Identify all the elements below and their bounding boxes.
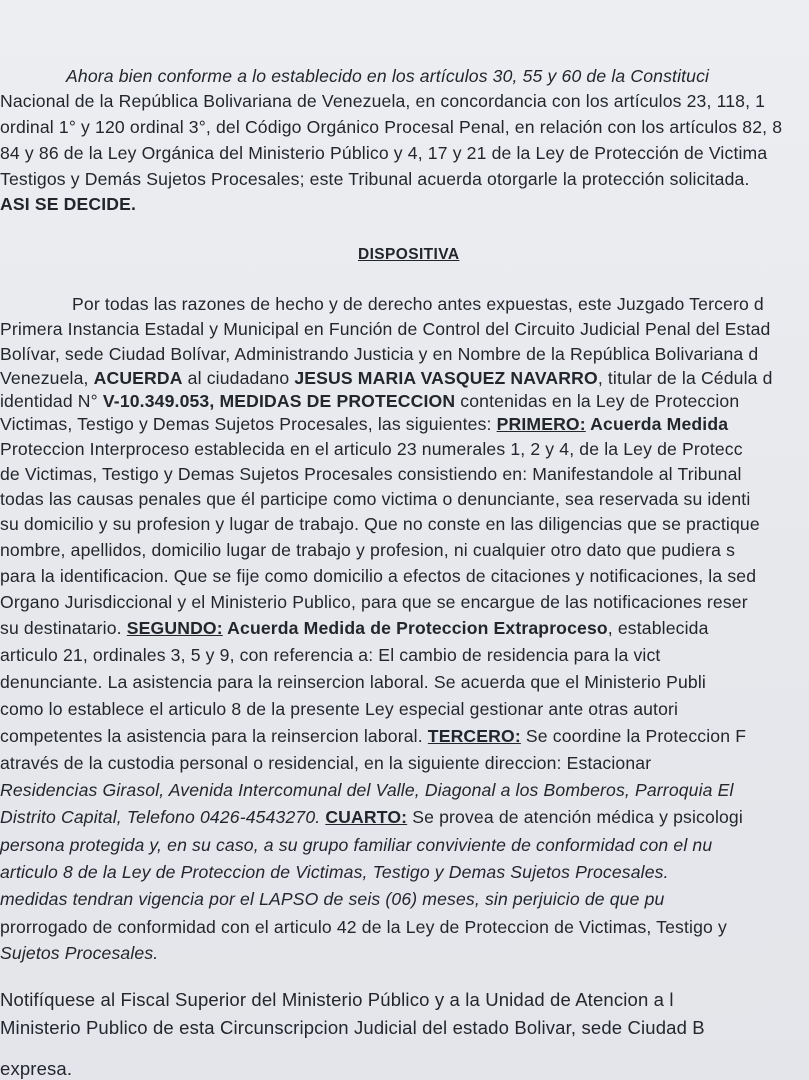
paragraph-2-line: Primera Instancia Estadal y Municipal en Función de Control del Circuito Judicial Penal del Estad [0, 319, 771, 339]
paragraph-2-line: su domicilio y su profesion y lugar de trabajo. Que no conste en las diligencias que se practique [0, 514, 760, 534]
paragraph-3-line: Ministerio Publico de esta Circunscripcion Judicial del estado Bolivar, sede Ciudad B [0, 1017, 705, 1038]
text-run: Se provea de atención médica y psicologi [407, 807, 743, 827]
paragraph-2-line: articulo 8 de la Ley de Proteccion de Victimas, Testigo y Demas Sujetos Procesales. [0, 862, 669, 882]
text-run: Se coordine la Proteccion F [520, 726, 747, 746]
paragraph-1-line: ordinal 1° y 120 ordinal 3°, del Código Orgánico Procesal Penal, en relación con los artículos 82, 8 [0, 117, 783, 137]
paragraph-2-line: de Victimas, Testigo y Demas Sujetos Procesales consistiendo en: Manifestandole al Tribunal [0, 464, 742, 484]
paragraph-2-line: Sujetos Procesales. [0, 943, 159, 963]
text-run-bold: ACUERDA [93, 368, 183, 388]
text-run: contenidas en la Ley de Proteccion [455, 391, 740, 411]
text-run: competentes la asistencia para la reinsercion laboral. [0, 726, 428, 746]
text-run: Victimas, Testigo y Demas Sujetos Procesales, las siguientes: [0, 414, 497, 434]
text-run: , establecida [607, 618, 709, 638]
text-run: identidad N° [0, 391, 103, 411]
paragraph-2-line: articulo 21, ordinales 3, 5 y 9, con referencia a: El cambio de residencia para la vict [0, 645, 661, 665]
id-number: V-10.349.053, MEDIDAS DE PROTECCION [102, 391, 456, 411]
text-run-bold: Acuerda Medida [585, 414, 729, 434]
section-heading: DISPOSITIVA [358, 246, 460, 263]
person-name: JESUS MARIA VASQUEZ NAVARRO [294, 368, 598, 388]
paragraph-1-line: Testigos y Demás Sujetos Procesales; este Tribunal acuerda otorgarle la protección solicitada. [0, 169, 750, 189]
paragraph-2-line: medidas tendran vigencia por el LAPSO de seis (06) meses, sin perjuicio de que pu [0, 889, 665, 909]
paragraph-2-line: todas las causas penales que él participe como victima o denunciante, sea reservada su identi [0, 489, 751, 509]
paragraph-1-line: ASI SE DECIDE. [0, 194, 137, 214]
paragraph-2-line [0, 726, 746, 747]
paragraph-2-line [0, 618, 709, 639]
text-run: Venezuela, [0, 368, 94, 388]
paragraph-2-line: através de la custodia personal o residencial, en la siguiente direccion: Estacionar [0, 753, 652, 773]
paragraph-1-line: 84 y 86 de la Ley Orgánica del Ministerio Público y 4, 17 y 21 de la Ley de Protección de Victima [0, 143, 768, 163]
paragraph-2-line: persona protegida y, en su caso, a su grupo familiar conviviente de conformidad con el nu [0, 835, 713, 855]
text-run: al ciudadano [182, 368, 295, 388]
text-run-italic: Distrito Capital, Telefono 0426-4543270. [0, 807, 326, 827]
paragraph-3-line: expresa. [0, 1058, 73, 1079]
clause-label-primero: PRIMERO: [496, 414, 586, 434]
paragraph-2-line: Bolívar, sede Ciudad Bolívar, Administrando Justicia y en Nombre de la República Bolivariana d [0, 344, 759, 364]
text-run: su destinatario. [0, 618, 127, 638]
paragraph-1-line: Nacional de la República Bolivariana de Venezuela, en concordancia con los artículos 23, 118, 1 [0, 91, 766, 111]
paragraph-2-line: como lo establece el articulo 8 de la presente Ley especial gestionar ante otras autori [0, 699, 679, 719]
paragraph-2-line [0, 391, 739, 412]
text-run-bold: Acuerda Medida de Proteccion Extraproceso [222, 618, 608, 638]
paragraph-2-line [0, 368, 773, 389]
clause-label-tercero: TERCERO: [427, 726, 521, 746]
paragraph-2-line: denunciante. La asistencia para la reinsercion laboral. Se acuerda que el Ministerio Publi [0, 672, 706, 692]
paragraph-2-line: Proteccion Interproceso establecida en el articulo 23 numerales 1, 2 y 4, de la Ley de Protecc [0, 439, 743, 459]
paragraph-3-line: Notifíquese al Fiscal Superior del Ministerio Público y a la Unidad de Atencion a l [0, 989, 674, 1010]
clause-label-cuarto: CUARTO: [325, 807, 408, 827]
paragraph-2-line: Residencias Girasol, Avenida Intercomunal del Valle, Diagonal a los Bomberos, Parroquia El [0, 780, 734, 800]
paragraph-2-line: para la identificacion. Que se fije como domicilio a efectos de citaciones y notificaciones, la sed [0, 566, 757, 586]
paragraph-1-line: Ahora bien conforme a lo establecido en los artículos 30, 55 y 60 de la Constituci [66, 66, 710, 86]
text-run: , titular de la Cédula d [597, 368, 773, 388]
paragraph-2-line [0, 414, 728, 435]
paragraph-2-line: Organo Jurisdiccional y el Ministerio Publico, para que se encargue de las notificaciones reser [0, 592, 748, 612]
paragraph-2-line: Por todas las razones de hecho y de derecho antes expuestas, este Juzgado Tercero d [72, 294, 764, 314]
clause-label-segundo: SEGUNDO: [126, 618, 223, 638]
paragraph-2-line: prorrogado de conformidad con el articulo 42 de la Ley de Proteccion de Victimas, Testigo y [0, 917, 727, 937]
paragraph-2-line [0, 807, 743, 828]
paragraph-2-line: nombre, apellidos, domicilio lugar de trabajo y profesion, ni cualquier otro dato que pudiera s [0, 540, 736, 560]
